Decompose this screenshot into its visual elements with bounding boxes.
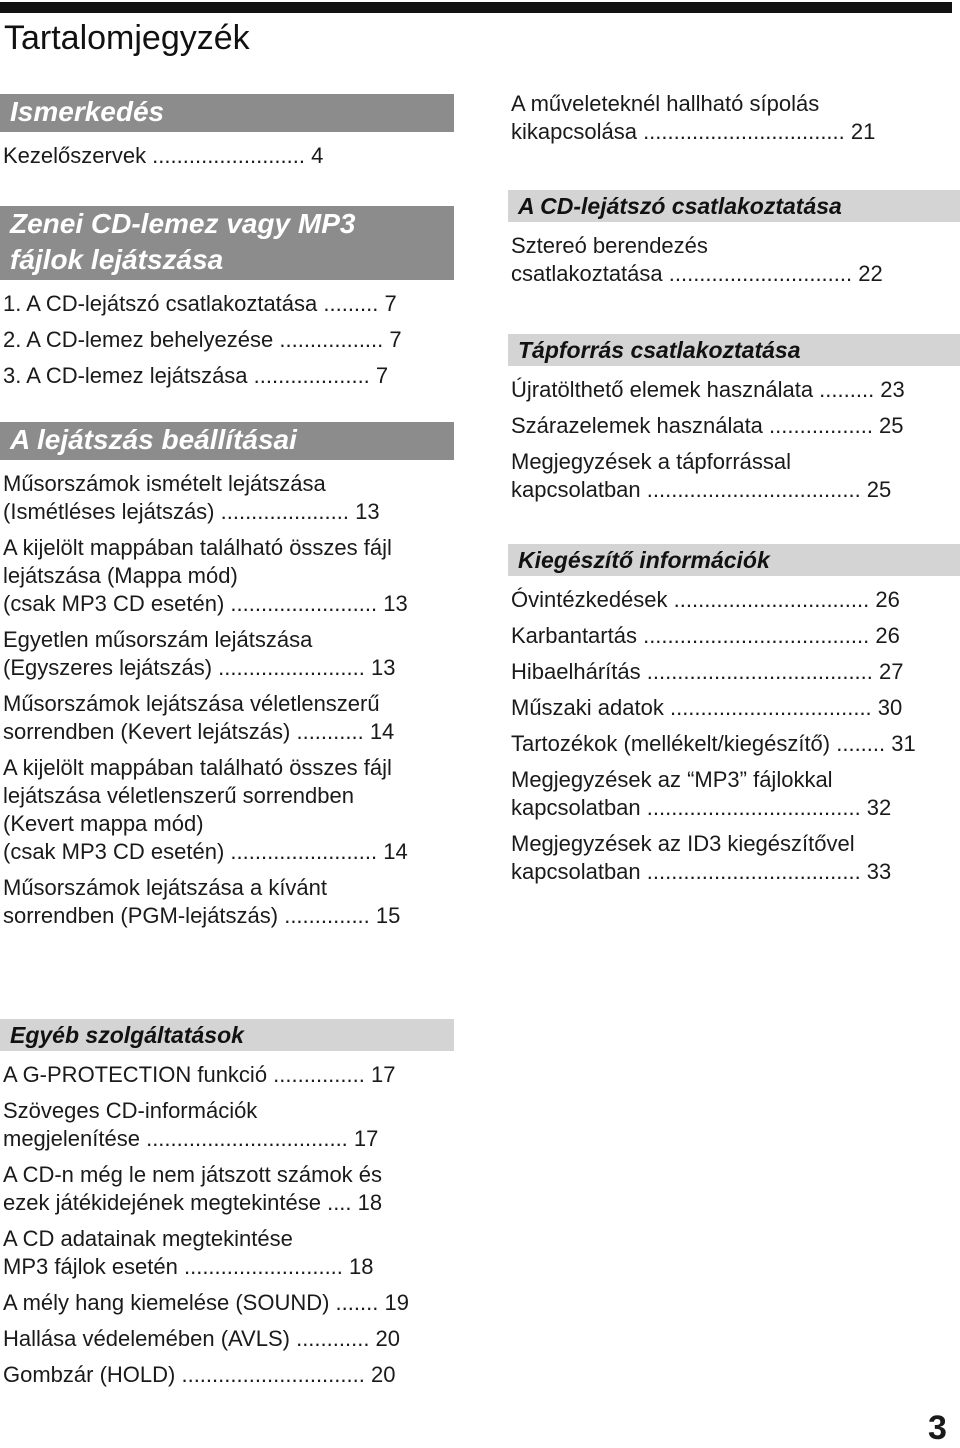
toc-entry[interactable]: Szöveges CD-információk megjelenítése ................................. 17 <box>3 1098 379 1151</box>
toc-entry[interactable]: Karbantartás ..................................... 26 <box>511 623 900 648</box>
toc-left-column-lower <box>0 1019 454 1389</box>
toc-right-column <box>508 90 952 886</box>
toc-entry[interactable]: Hallása védelemében (AVLS) ............ 20 <box>3 1326 401 1351</box>
toc-entry[interactable]: Tartozékok (mellékelt/kiegészítő) ........ 31 <box>511 731 916 756</box>
toc-entry[interactable]: Gombzár (HOLD) .............................. 20 <box>3 1362 396 1387</box>
toc-entry[interactable]: Újratölthető elemek használata ......... 23 <box>511 377 905 402</box>
section-heading-beallitasai: A lejátszás beállításai <box>0 422 454 460</box>
toc-entry[interactable]: A műveleteknél hallható sípolás kikapcsolása ................................. 21 <box>511 91 876 144</box>
toc-entry[interactable]: Műsorszámok lejátszása a kívánt sorrendben (PGM-lejátszás) .............. 15 <box>3 875 401 928</box>
toc-entry[interactable]: A mély hang kiemelése (SOUND) ....... 19 <box>3 1290 409 1315</box>
toc-entry[interactable]: Megjegyzések az ID3 kiegészítővel kapcsolatban ................................... 33 <box>511 831 892 884</box>
section-heading-egyeb: Egyéb szolgáltatások <box>0 1019 454 1051</box>
toc-entry[interactable]: Sztereó berendezés csatlakoztatása .............................. 22 <box>511 233 883 286</box>
section-heading-zenei: Zenei CD-lemez vagy MP3 fájlok lejátszása <box>0 206 454 280</box>
section-heading-kiegeszito: Kiegészítő információk <box>508 544 960 576</box>
toc-entry[interactable]: Műsorszámok ismételt lejátszása (Ismétléses lejátszás) ..................... 13 <box>3 471 380 524</box>
toc-entry[interactable]: A G-PROTECTION funkció ............... 17 <box>3 1062 396 1087</box>
toc-entry[interactable]: A CD adatainak megtekintése MP3 fájlok esetén .......................... 18 <box>3 1226 374 1279</box>
toc-entry[interactable]: A kijelölt mappában található összes fájl lejátszása véletlenszerű sorrendben (Kevert mappa mód) (csak MP3 CD esetén) ........................ 14 <box>3 755 408 864</box>
toc-entry[interactable]: Műszaki adatok ................................. 30 <box>511 695 903 720</box>
section-heading-tapforras: Tápforrás csatlakoztatása <box>508 334 960 366</box>
toc-entry[interactable]: 1. A CD-lejátszó csatlakoztatása ......... 7 <box>3 291 397 316</box>
toc-entry[interactable]: Megjegyzések az “MP3” fájlokkal kapcsolatban ................................... 32 <box>511 767 892 820</box>
section-heading-csatlakoztatasa: A CD-lejátszó csatlakoztatása <box>508 190 960 222</box>
toc-entry[interactable]: A CD-n még le nem játszott számok és ezek játékidejének megtekintése .... 18 <box>3 1162 383 1215</box>
page-number: 3 <box>928 1409 947 1447</box>
toc-entry[interactable]: 3. A CD-lemez lejátszása ................... 7 <box>3 363 389 388</box>
toc-left-column <box>0 94 454 930</box>
toc-entry[interactable]: Kezelőszervek ......................... 4 <box>3 143 324 168</box>
top-rule <box>0 2 952 13</box>
toc-entry[interactable]: Megjegyzések a tápforrással kapcsolatban ................................... 25 <box>511 449 892 502</box>
toc-entry[interactable]: Szárazelemek használata ................. 25 <box>511 413 904 438</box>
toc-entry[interactable]: Óvintézkedések ................................ 26 <box>511 587 900 612</box>
toc-entry[interactable]: A kijelölt mappában található összes fájl lejátszása (Mappa mód) (csak MP3 CD esetén) ........................ 13 <box>3 535 408 616</box>
toc-entry[interactable]: 2. A CD-lemez behelyezése ................. 7 <box>3 327 402 352</box>
page-title: Tartalomjegyzék <box>4 19 250 57</box>
toc-entry[interactable]: Műsorszámok lejátszása véletlenszerű sorrendben (Kevert lejátszás) ........... 14 <box>3 691 395 744</box>
toc-entry[interactable]: Hibaelhárítás ..................................... 27 <box>511 659 904 684</box>
toc-entry[interactable]: Egyetlen műsorszám lejátszása (Egyszeres lejátszás) ........................ 13 <box>3 627 396 680</box>
section-heading-ismerkedes: Ismerkedés <box>0 94 454 132</box>
